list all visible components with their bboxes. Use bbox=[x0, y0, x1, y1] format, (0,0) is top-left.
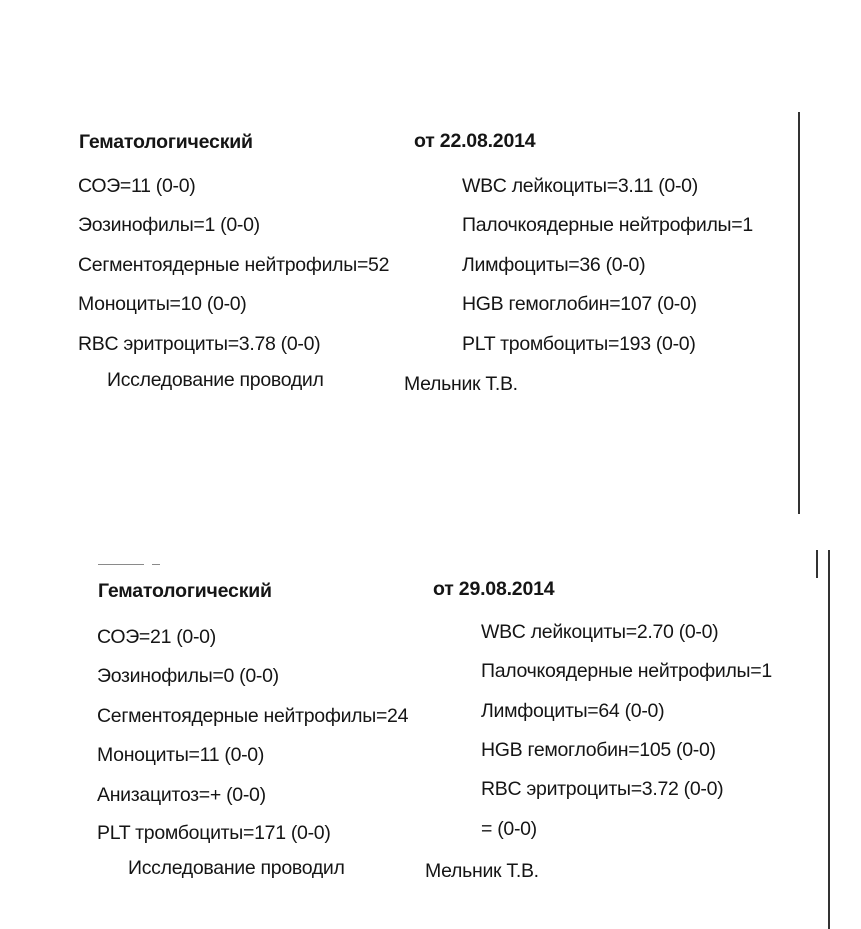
scan-edge-mark bbox=[816, 550, 818, 578]
footer-label: Исследование проводил bbox=[128, 857, 345, 879]
result-lymphocytes: Лимфоциты=36 (0-0) bbox=[462, 254, 646, 276]
result-wbc: WBC лейкоциты=3.11 (0-0) bbox=[462, 175, 698, 197]
result-monocytes: Моноциты=10 (0-0) bbox=[78, 293, 247, 315]
result-eosinophils: Эозинофилы=1 (0-0) bbox=[78, 214, 260, 236]
result-blank: = (0-0) bbox=[481, 818, 537, 840]
result-plt: PLT тромбоциты=193 (0-0) bbox=[462, 333, 696, 355]
scan-edge-top bbox=[798, 112, 800, 514]
report-title: Гематологический bbox=[79, 131, 253, 153]
result-segmented-neutrophils: Сегментоядерные нейтрофилы=52 bbox=[78, 254, 390, 276]
scan-edge-bottom bbox=[828, 550, 830, 929]
result-monocytes: Моноциты=11 (0-0) bbox=[97, 744, 265, 766]
result-esr: СОЭ=21 (0-0) bbox=[97, 626, 216, 648]
result-lymphocytes: Лимфоциты=64 (0-0) bbox=[481, 700, 665, 722]
result-hgb: HGB гемоглобин=107 (0-0) bbox=[462, 293, 697, 315]
result-esr: СОЭ=11 (0-0) bbox=[78, 175, 196, 197]
report-date: от 22.08.2014 bbox=[414, 130, 536, 152]
result-band-neutrophils: Палочкоядерные нейтрофилы=1 bbox=[481, 660, 772, 682]
result-hgb: HGB гемоглобин=105 (0-0) bbox=[481, 739, 716, 761]
footer-name: Мельник Т.В. bbox=[425, 860, 539, 882]
report-date: от 29.08.2014 bbox=[433, 578, 555, 600]
result-rbc: RBC эритроциты=3.78 (0-0) bbox=[78, 333, 321, 355]
result-segmented-neutrophils: Сегментоядерные нейтрофилы=24 bbox=[97, 705, 409, 727]
result-rbc: RBC эритроциты=3.72 (0-0) bbox=[481, 778, 724, 800]
footer-label: Исследование проводил bbox=[107, 369, 324, 391]
result-plt: PLT тромбоциты=171 (0-0) bbox=[97, 822, 331, 844]
result-anisocytosis: Анизацитоз=+ (0-0) bbox=[97, 784, 266, 806]
result-band-neutrophils: Палочкоядерные нейтрофилы=1 bbox=[462, 214, 753, 236]
footer-name: Мельник Т.В. bbox=[404, 373, 518, 395]
scan-artifact bbox=[152, 564, 160, 565]
result-eosinophils: Эозинофилы=0 (0-0) bbox=[97, 665, 279, 687]
report-title: Гематологический bbox=[98, 580, 272, 602]
scan-artifact bbox=[98, 564, 144, 565]
result-wbc: WBC лейкоциты=2.70 (0-0) bbox=[481, 621, 719, 643]
